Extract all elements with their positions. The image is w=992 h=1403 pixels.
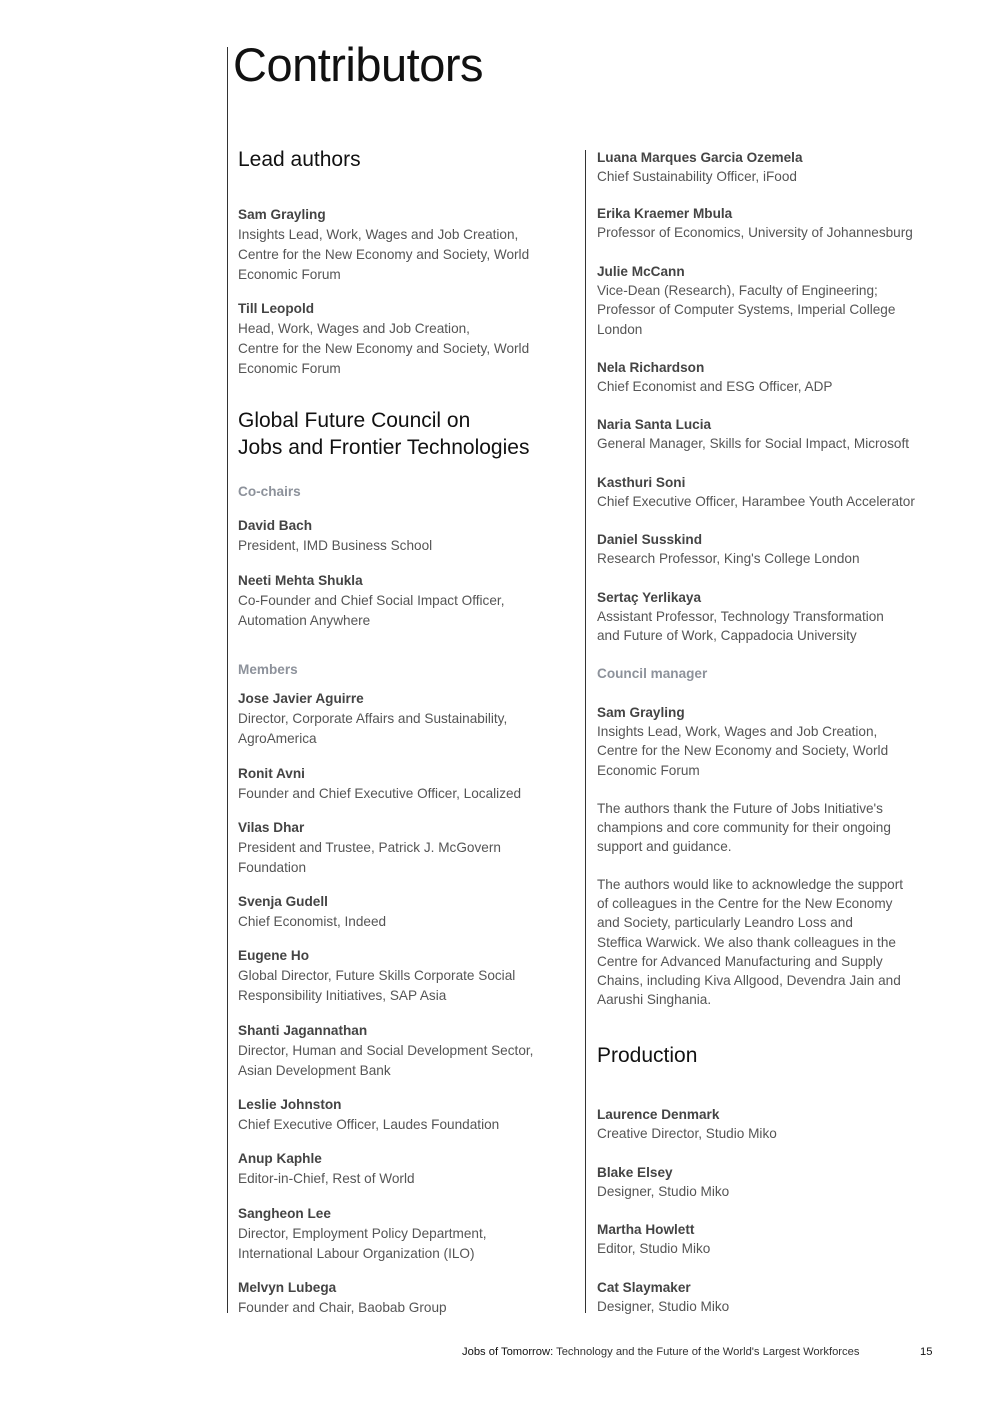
contributor-entry [238, 892, 386, 932]
contributor-entry [597, 415, 909, 453]
contributor-entry [597, 148, 803, 186]
column-divider [585, 150, 586, 1313]
contributor-entry [238, 1204, 487, 1264]
contributor-name: Leslie Johnston [238, 1097, 342, 1112]
contributor-entry [597, 530, 860, 568]
contributor-entry [238, 946, 515, 1006]
contributor-name: Vilas Dhar [238, 820, 305, 835]
subsection-label [597, 664, 707, 683]
text-line: Aarushi Singhania. [597, 992, 712, 1008]
contributor-role: Co-Founder and Chief Social Impact Officer, [238, 593, 505, 608]
contributor-role: Editor-in-Chief, Rest of World [238, 1171, 415, 1186]
contributor-name: Melvyn Lubega [238, 1280, 337, 1295]
contributor-role: Professor of Computer Systems, Imperial College [597, 302, 896, 318]
text-line: The authors thank the Future of Jobs Initiative's [597, 801, 883, 816]
contributor-role: Vice-Dean (Research), Faculty of Engineering; [597, 283, 878, 299]
contributor-name: Ronit Avni [238, 766, 305, 781]
subsection-label [238, 482, 301, 502]
contributor-name: Svenja Gudell [238, 894, 328, 909]
contributor-name: Sam Grayling [238, 207, 326, 222]
text-line: and Society, particularly Leandro Loss and [597, 915, 853, 931]
contributor-entry [597, 473, 915, 511]
contributor-role: General Manager, Skills for Social Impact, Microsoft [597, 436, 910, 452]
page-title: Contributors [233, 38, 483, 91]
contributor-role: Insights Lead, Work, Wages and Job Creation, [238, 227, 519, 242]
subsection-label [238, 660, 298, 680]
contributor-role: Centre for the New Economy and Society, World [238, 247, 530, 262]
contributor-entry [597, 1220, 710, 1258]
contributor-role: Director, Employment Policy Department, [238, 1226, 487, 1241]
contributor-role: Asian Development Bank [238, 1063, 391, 1078]
contributor-role: Professor of Economics, University of Johannesburg [597, 225, 913, 241]
contributor-role: Editor, Studio Miko [597, 1241, 711, 1257]
contributor-role: Creative Director, Studio Miko [597, 1126, 777, 1142]
contributor-entry [597, 703, 888, 780]
contributor-entry [238, 1021, 533, 1081]
acknowledgement-paragraph [597, 875, 903, 1009]
contributor-entry [238, 299, 529, 379]
contributor-role: Research Professor, King's College London [597, 551, 860, 567]
contributor-entry [238, 571, 504, 631]
contributor-name: Nela Richardson [597, 360, 705, 375]
contributor-role: Economic Forum [597, 762, 700, 778]
contributor-role: Director, Corporate Affairs and Sustainability, [238, 711, 508, 726]
contributor-name: Anup Kaphle [238, 1151, 322, 1166]
contributor-entry [238, 1149, 415, 1189]
contributor-role: Chief Economist and ESG Officer, ADP [597, 379, 833, 395]
contributor-entry [238, 689, 507, 749]
contributor-role: London [597, 321, 643, 337]
section-heading [238, 146, 361, 173]
text-line: Global Future Council on [238, 409, 471, 432]
contributor-entry [238, 516, 432, 556]
text-line: champions and core community for their ongoing [597, 820, 891, 836]
contributor-name: Laurence Denmark [597, 1107, 720, 1122]
contributor-entry [238, 818, 501, 878]
contributor-role: Head, Work, Wages and Job Creation, [238, 321, 470, 336]
contributor-entry [597, 1163, 729, 1201]
contributor-role: Centre for the New Economy and Society, World [238, 341, 530, 356]
text-line: of colleagues in the Centre for the New Economy [597, 896, 893, 912]
contributor-role: Global Director, Future Skills Corporate Social [238, 968, 516, 983]
page-number: 15 [920, 1346, 933, 1358]
contributor-entry [597, 262, 895, 339]
text-line: Jobs and Frontier Technologies [238, 436, 530, 459]
contributor-role: Designer, Studio Miko [597, 1184, 730, 1200]
text-line: Co-chairs [238, 484, 301, 499]
text-line: Members [238, 662, 298, 677]
contributor-role: Founder and Chair, Baobab Group [238, 1300, 447, 1315]
contributor-entry [238, 764, 521, 804]
text-line: The authors would like to acknowledge the support [597, 877, 904, 892]
contributor-role: Economic Forum [238, 361, 341, 376]
contributor-role: Insights Lead, Work, Wages and Job Creation, [597, 724, 878, 740]
contributor-entry [597, 1278, 729, 1316]
contributor-name: Eugene Ho [238, 948, 309, 963]
footer-report-name: Jobs of Tomorrow: [462, 1346, 554, 1358]
contributor-name: Naria Santa Lucia [597, 417, 712, 432]
contributor-name: Shanti Jagannathan [238, 1023, 368, 1038]
contributor-name: Martha Howlett [597, 1222, 695, 1237]
acknowledgement-paragraph [597, 799, 891, 857]
contributor-name: Neeti Mehta Shukla [238, 573, 363, 588]
contributor-role: Founder and Chief Executive Officer, Localized [238, 786, 522, 801]
section-heading [597, 1042, 697, 1069]
contributor-name: Daniel Susskind [597, 532, 703, 547]
contributor-entry [597, 1105, 777, 1143]
contributor-name: Julie McCann [597, 264, 685, 279]
contributor-role: Automation Anywhere [238, 613, 371, 628]
contributor-entry [597, 358, 832, 396]
contributor-entry [597, 204, 913, 242]
contributor-name: Sam Grayling [597, 705, 685, 720]
text-line: Centre for Advanced Manufacturing and Supply [597, 953, 883, 969]
footer-subtitle: Technology and the Future of the World's Largest Workforces [553, 1346, 860, 1358]
contributor-role: President and Trustee, Patrick J. McGovern [238, 840, 501, 855]
contributor-entry [238, 1278, 447, 1318]
contributor-role: Chief Executive Officer, Harambee Youth Accelerator [597, 494, 915, 510]
contributor-role: and Future of Work, Cappadocia University [597, 628, 857, 644]
contributor-role: Chief Sustainability Officer, iFood [597, 169, 797, 185]
contributor-entry [238, 205, 529, 285]
contributor-role: Foundation [238, 860, 307, 875]
contributor-role: Responsibility Initiatives, SAP Asia [238, 988, 447, 1003]
contributor-name: Kasthuri Soni [597, 475, 686, 490]
text-line: Chains, including Kiva Allgood, Devendra Jain and [597, 973, 901, 989]
contributor-name: David Bach [238, 518, 313, 533]
text-line: Production [597, 1044, 698, 1067]
contributor-role: Designer, Studio Miko [597, 1299, 730, 1315]
contributor-name: Cat Slaymaker [597, 1280, 691, 1295]
contributor-role: Centre for the New Economy and Society, World [597, 743, 889, 759]
contributor-role: Chief Executive Officer, Laudes Foundation [238, 1117, 500, 1132]
contributor-role: AgroAmerica [238, 731, 317, 746]
contributor-name: Blake Elsey [597, 1165, 673, 1180]
contributor-role: Director, Human and Social Development Sector, [238, 1043, 534, 1058]
text-line: support and guidance. [597, 839, 732, 855]
contributor-entry [597, 588, 884, 646]
contributor-name: Sangheon Lee [238, 1206, 331, 1221]
contributor-entry [238, 1095, 499, 1135]
section-heading [238, 407, 529, 461]
text-line: Council manager [597, 666, 708, 681]
contributor-role: International Labour Organization (ILO) [238, 1246, 475, 1261]
contributor-name: Jose Javier Aguirre [238, 691, 364, 706]
left-rule [227, 47, 228, 1313]
text-line: Steffica Warwick. We also thank colleagues in the [597, 934, 896, 950]
contributor-name: Sertaç Yerlikaya [597, 590, 702, 605]
contributor-role: Assistant Professor, Technology Transformation [597, 609, 884, 625]
contributor-role: Chief Economist, Indeed [238, 914, 387, 929]
contributor-name: Luana Marques Garcia Ozemela [597, 150, 803, 165]
contributor-name: Till Leopold [238, 301, 315, 316]
contributor-role: Economic Forum [238, 267, 341, 282]
contributor-role: President, IMD Business School [238, 538, 433, 553]
contributor-name: Erika Kraemer Mbula [597, 206, 733, 221]
footer-title [462, 1346, 859, 1358]
text-line: Lead authors [238, 148, 361, 171]
